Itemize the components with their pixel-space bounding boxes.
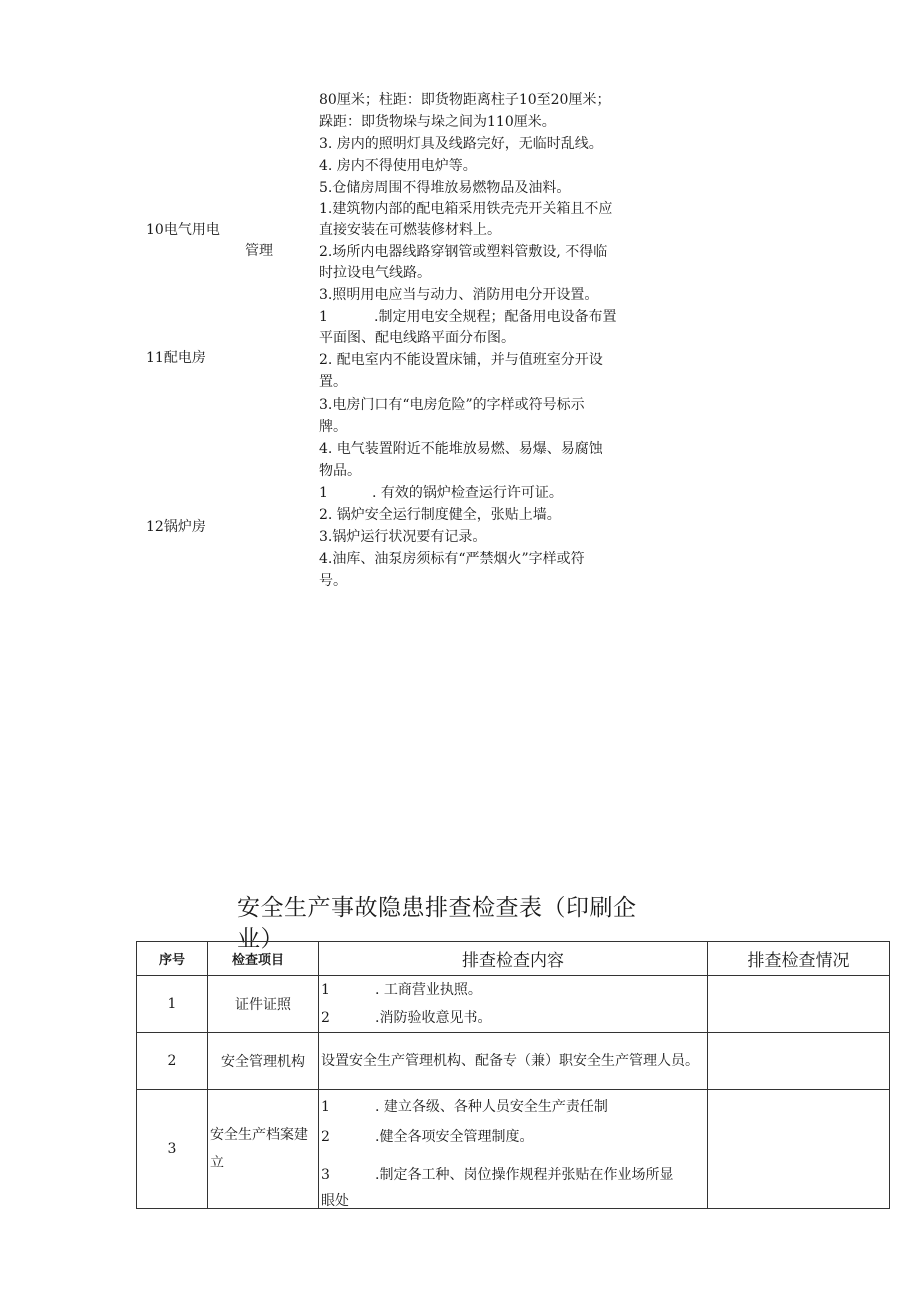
text-line: 3.照明用电应当与动力、消防用电分开设置。	[319, 287, 599, 303]
text-line: 2. 锅炉安全运行制度健全，张贴上墙。	[319, 507, 561, 523]
text-line: 2. 配电室内不能设置床铺，并与值班室分开设	[319, 352, 603, 368]
row-no: 3	[137, 1090, 208, 1209]
row-status[interactable]	[708, 1033, 890, 1090]
content-overflow-text: 眼处	[321, 1193, 349, 1208]
text-line: 物品。	[319, 463, 361, 479]
header-no: 序号	[137, 942, 208, 976]
text-line: .制定用电安全规程；配备用电设备布置	[374, 309, 617, 325]
content-item-text: .制定各工种、岗位操作规程并张贴在作业场所显	[375, 1167, 674, 1183]
text-line: 2.场所内电器线路穿钢管或塑料管敷设, 不得临	[319, 244, 608, 260]
row-no: 2	[137, 1033, 208, 1090]
table-row	[137, 1033, 890, 1090]
text-line: 号。	[319, 573, 347, 589]
content-item-text: . 工商营业执照。	[375, 982, 482, 998]
text-line: 3.锅炉运行状况要有记录。	[319, 529, 487, 545]
row-content	[319, 976, 708, 1033]
header-item: 检查项目	[208, 942, 319, 976]
content-item	[319, 1160, 707, 1190]
content-item-text: .消防验收意见书。	[375, 1010, 492, 1026]
item-label-power-room: 11配电房	[146, 350, 206, 366]
row-status[interactable]	[708, 1090, 890, 1209]
text-line: 时拉设电气线路。	[319, 265, 431, 281]
table-row	[137, 976, 890, 1033]
item-label-electric-suffix: 管理	[245, 243, 273, 259]
row-item-text: 安全生产档案建立	[210, 1127, 308, 1171]
text-line: 4. 房内不得使用电炉等。	[319, 158, 477, 174]
text-line: 1.建筑物内部的配电箱采用铁壳壳开关箱且不应	[319, 201, 613, 217]
row-content	[319, 1033, 708, 1090]
content-item-number: 1	[321, 1099, 330, 1115]
text-line: 5.仓储房周围不得堆放易燃物品及油料。	[319, 180, 571, 196]
row-no: 1	[137, 976, 208, 1033]
content-item-text: .健全各项安全管理制度。	[375, 1129, 534, 1145]
row-item: 安全管理机构	[208, 1033, 319, 1090]
text-line: 3.电房门口有“电房危险”的字样或符号标示	[319, 397, 585, 413]
content-overflow-line	[319, 1190, 707, 1208]
content-item-number: 1	[321, 982, 330, 998]
text-line: 4.油库、油泵房须标有“严禁烟火”字样或符	[319, 551, 585, 567]
text-line: 80厘米；柱距：即货物距离柱子10至20厘米；	[319, 92, 611, 108]
content-item	[319, 1092, 707, 1122]
table-row	[137, 1090, 890, 1209]
row-status[interactable]	[708, 976, 890, 1033]
content-item-text: . 建立各级、各种人员安全生产责任制	[375, 1099, 608, 1115]
table-header-row	[137, 942, 890, 976]
text-line: 跺距：即货物垛与垛之间为110厘米。	[319, 114, 556, 130]
item-label-electric: 10电气用电	[146, 222, 220, 238]
list-number: 1	[319, 485, 328, 501]
checklist-table	[136, 941, 890, 1209]
content-item-number: 2	[321, 1010, 330, 1026]
item-label-boiler-room: 12锅炉房	[146, 519, 206, 535]
page-title: 安全生产事故隐患排查检查表（印刷企业）	[237, 895, 637, 952]
content-item	[319, 1122, 707, 1152]
text-line: 平面图、配电线路平面分布图。	[319, 330, 515, 346]
row-content	[319, 1090, 708, 1209]
row-item: 证件证照	[208, 976, 319, 1033]
text-line: 4. 电气装置附近不能堆放易燃、易爆、易腐蚀	[319, 441, 603, 457]
content-item-number: 3	[321, 1167, 330, 1183]
text-line: . 有效的锅炉检查运行许可证。	[372, 485, 563, 501]
row-item	[208, 1090, 319, 1209]
text-line: 置。	[319, 374, 347, 390]
content-text: 设置安全生产管理机构、配备专（兼）职安全生产管理人员。	[321, 1053, 699, 1069]
content-item-number: 2	[321, 1129, 330, 1145]
text-line: 3. 房内的照明灯具及线路完好，无临时乱线。	[319, 136, 603, 152]
header-status: 排查检查情况	[708, 942, 890, 976]
text-line: 牌。	[319, 419, 347, 435]
header-content: 排查检查内容	[319, 942, 708, 976]
text-line: 直接安装在可燃装修材料上。	[319, 222, 501, 238]
content-item	[319, 976, 707, 1004]
content-item	[319, 1004, 707, 1032]
list-number: 1	[319, 309, 328, 325]
